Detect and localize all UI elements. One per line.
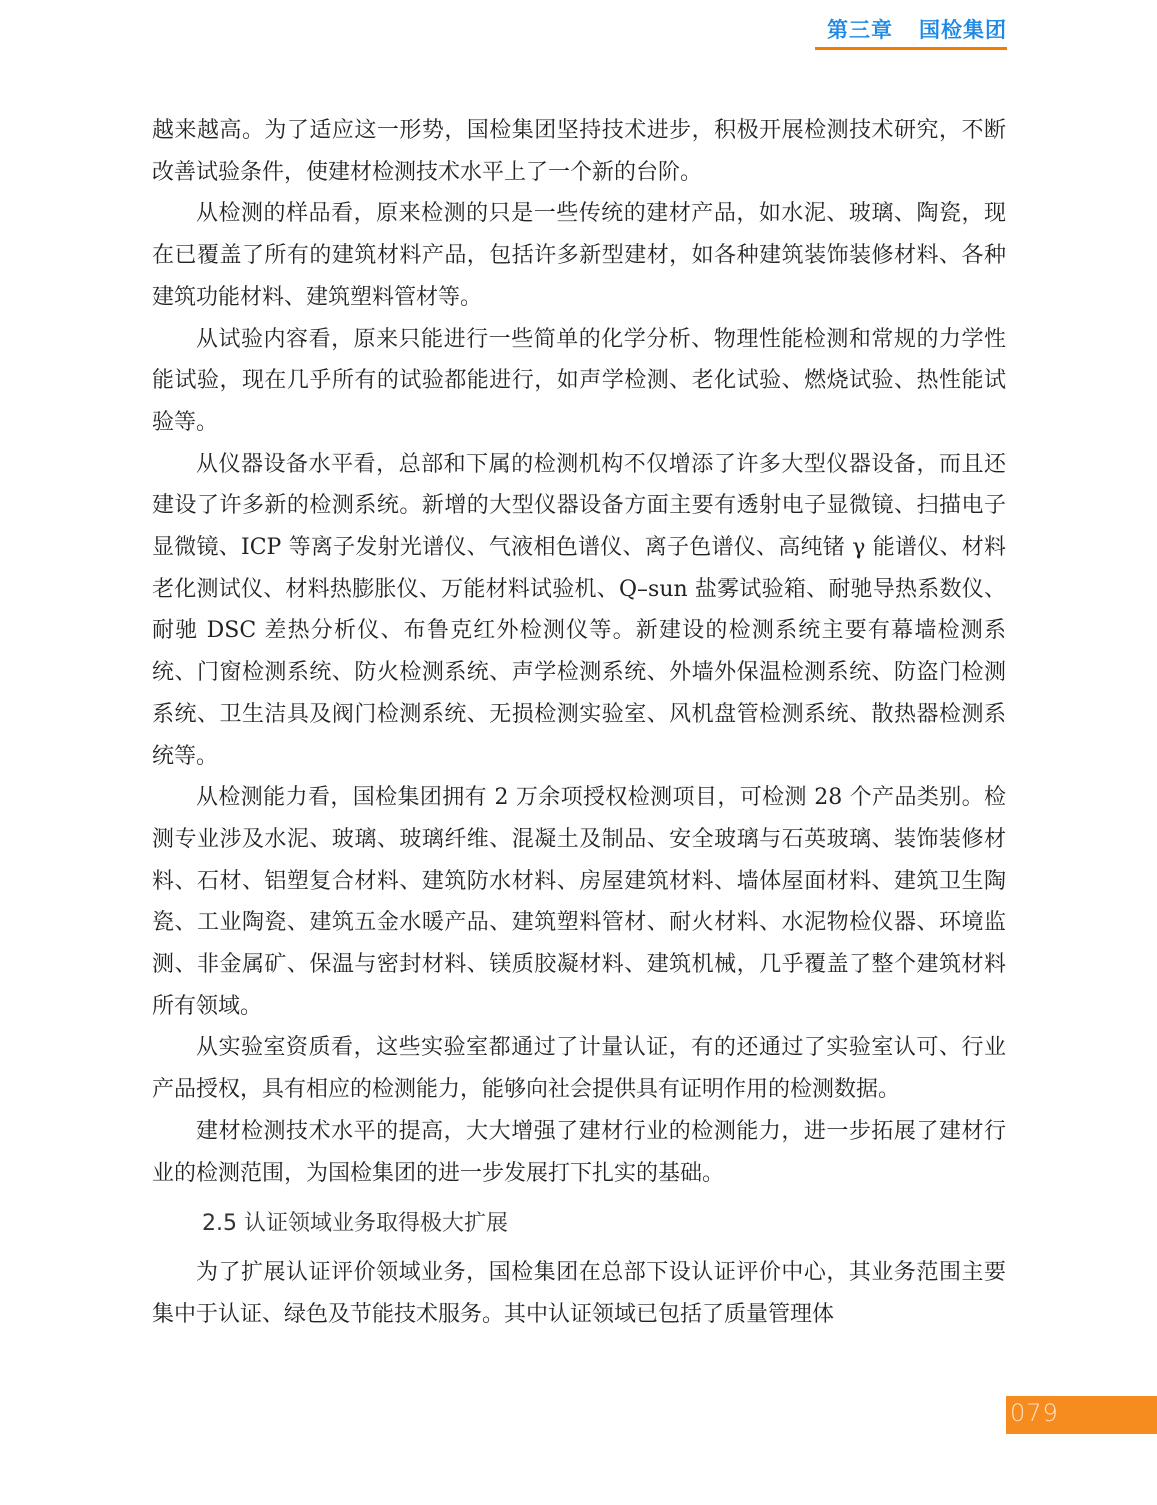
paragraph: 从试验内容看，原来只能进行一些简单的化学分析、物理性能检测和常规的力学性能试验，现在几乎所有的试验都能进行，如声学检测、老化试验、燃烧试验、热性能试验等。 [152, 326, 1006, 435]
chapter-title: 国检集团 [919, 18, 1007, 42]
paragraph: 从仪器设备水平看，总部和下属的检测机构不仅增添了许多大型仪器设备，而且还建设了许多新的检测系统。新增的大型仪器设备方面主要有透射电子显微镜、扫描电子显微镜、ICP 等离子发射光谱仪、气液相色谱仪、离子色谱仪、高纯锗 γ 能谱仪、材料老化测试仪、材料热膨胀仪、万能材料试验机、Q–sun 盐雾试验箱、耐驰导热系数仪、耐驰 DSC 差热分析仪、布鲁克红外检测仪等。新建设的检测系统主要有幕墙检测系统、门窗检测系统、防火检测系统、声学检测系统、外墙外保温检测系统、防盗门检测系统、卫生洁具及阀门检测系统、无损检测实验室、风机盘管检测系统、散热器检测系统等。 [152, 451, 1006, 769]
header-underline [815, 47, 1007, 50]
running-header [827, 14, 1007, 44]
paragraph: 建材检测技术水平的提高，大大增强了建材行业的检测能力，进一步拓展了建材行业的检测范围，为国检集团的进一步发展打下扎实的基础。 [152, 1118, 1006, 1186]
page-number: 079 [1010, 1399, 1059, 1427]
chapter-label: 第三章 [827, 18, 893, 42]
paragraph: 为了扩展认证评价领域业务，国检集团在总部下设认证评价中心，其业务范围主要集中于认证、绿色及节能技术服务。其中认证领域已包括了质量管理体 [152, 1260, 1006, 1327]
body-text [152, 110, 1006, 1336]
paragraph: 从检测能力看，国检集团拥有 2 万余项授权检测项目，可检测 28 个产品类别。检测专业涉及水泥、玻璃、玻璃纤维、混凝土及制品、安全玻璃与石英玻璃、装饰装修材料、石材、铝塑复合材料、建筑防水材料、房屋建筑材料、墙体屋面材料、建筑卫生陶瓷、工业陶瓷、建筑五金水暖产品、建筑塑料管材、耐火材料、水泥物检仪器、环境监测、非金属矿、保温与密封材料、镁质胶凝材料、建筑机械，几乎覆盖了整个建筑材料所有领域。 [152, 785, 1006, 1019]
paragraph: 越来越高。为了适应这一形势，国检集团坚持技术进步，积极开展检测技术研究，不断改善试验条件，使建材检测技术水平上了一个新的台阶。 [152, 118, 1006, 185]
paragraph: 从检测的样品看，原来检测的只是一些传统的建材产品，如水泥、玻璃、陶瓷，现在已覆盖了所有的建筑材料产品，包括许多新型建材，如各种建筑装饰装修材料、各种建筑功能材料、建筑塑料管材等。 [152, 201, 1006, 310]
section-heading: 2.5 认证领域业务取得极大扩展 [202, 1211, 508, 1237]
paragraph: 从实验室资质看，这些实验室都通过了计量认证，有的还通过了实验室认可、行业产品授权，具有相应的检测能力，能够向社会提供具有证明作用的检测数据。 [152, 1035, 1006, 1103]
